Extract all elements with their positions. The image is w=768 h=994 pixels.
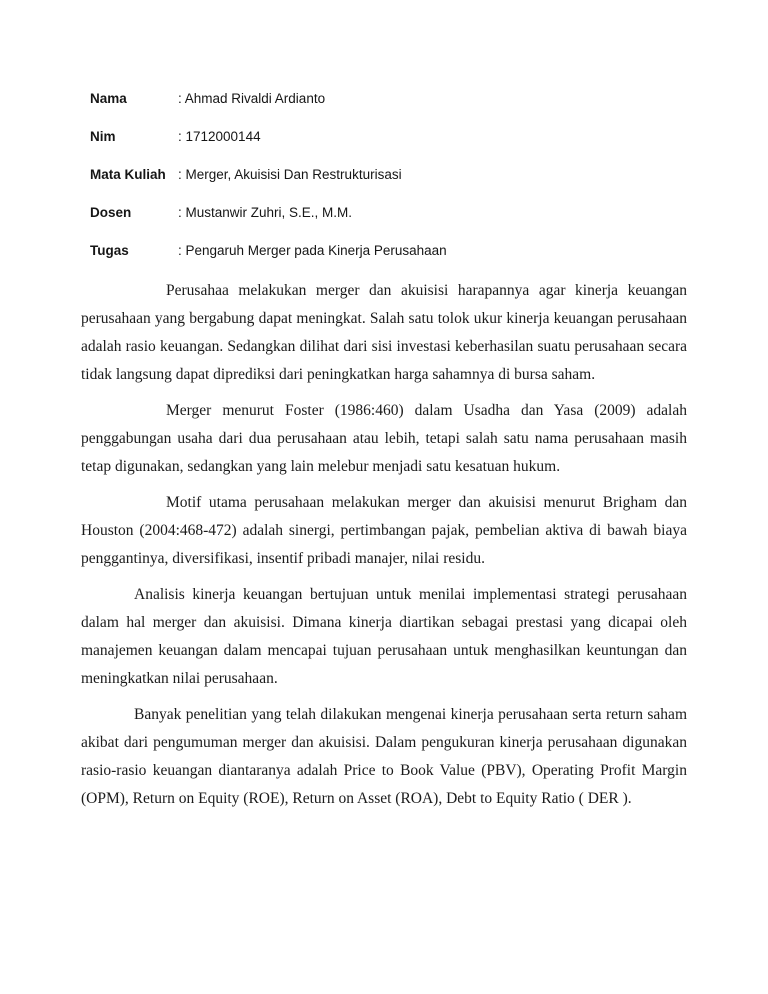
assignment-header xyxy=(90,90,690,280)
header-value-tugas: : Pengaruh Merger pada Kinerja Perusahaan xyxy=(178,243,447,258)
paragraph-intro-merger-akuisisi: Perusahaa melakukan merger dan akuisisi harapannya agar kinerja keuangan perusahaan yang bergabung dapat meningkat. Salah satu tolok ukur kinerja keuangan perusahaan adalah rasio keuangan. Sedangkan dilihat dari sisi investasi keberhasilan suatu perusahaan secara tidak langsung dapat diprediksi dari peningkatkan harga sahamnya di bursa saham. xyxy=(81,282,687,383)
header-label-nama: Nama xyxy=(90,91,127,106)
header-label-dosen: Dosen xyxy=(90,205,132,220)
paragraph-motif-merger-brigham: Motif utama perusahaan melakukan merger dan akuisisi menurut Brigham dan Houston (2004:468-472) adalah sinergi, pertimbangan pajak, pembelian aktiva di bawah biaya penggantinya, diversifikasi, insentif pribadi manajer, nilai residu. xyxy=(81,494,687,567)
header-value-mata-kuliah: : Merger, Akuisisi Dan Restrukturisasi xyxy=(178,167,402,182)
header-row-tugas xyxy=(90,242,690,260)
document-body xyxy=(81,277,687,821)
header-label-mata-kuliah: Mata Kuliah xyxy=(90,167,166,182)
paragraph-analisis-kinerja: Analisis kinerja keuangan bertujuan untuk menilai implementasi strategi perusahaan dalam hal merger dan akuisisi. Dimana kinerja diartikan sebagai prestasi yang dicapai oleh manajemen keuangan dalam mencapai tujuan perusahaan untuk menghasilkan keuntungan dan meningkatkan nilai perusahaan. xyxy=(81,586,687,687)
paragraph-penelitian-rasio: Banyak penelitian yang telah dilakukan mengenai kinerja perusahaan serta return saham akibat dari pengumuman merger dan akuisisi. Dalam pengukuran kinerja perusahaan digunakan rasio-rasio keuangan diantaranya adalah Price to Book Value (PBV), Operating Profit Margin (OPM), Return on Equity (ROE), Return on Asset (ROA), Debt to Equity Ratio ( DER ). xyxy=(81,706,687,807)
header-value-nama: : Ahmad Rivaldi Ardianto xyxy=(178,91,326,106)
header-value-dosen: : Mustanwir Zuhri, S.E., M.M. xyxy=(178,205,353,220)
header-row-nim xyxy=(90,128,690,146)
header-label-nim: Nim xyxy=(90,129,116,144)
header-label-tugas: Tugas xyxy=(90,243,129,258)
header-row-mata-kuliah xyxy=(90,166,690,184)
paragraph-definisi-merger-foster: Merger menurut Foster (1986:460) dalam Usadha dan Yasa (2009) adalah penggabungan usaha dari dua perusahaan atau lebih, tetapi salah satu nama perusahaan masih tetap digunakan, sedangkan yang lain melebur menjadi satu kesatuan hukum. xyxy=(81,402,687,475)
header-value-nim: : 1712000144 xyxy=(178,129,261,144)
header-row-nama xyxy=(90,90,690,108)
header-row-dosen xyxy=(90,204,690,222)
